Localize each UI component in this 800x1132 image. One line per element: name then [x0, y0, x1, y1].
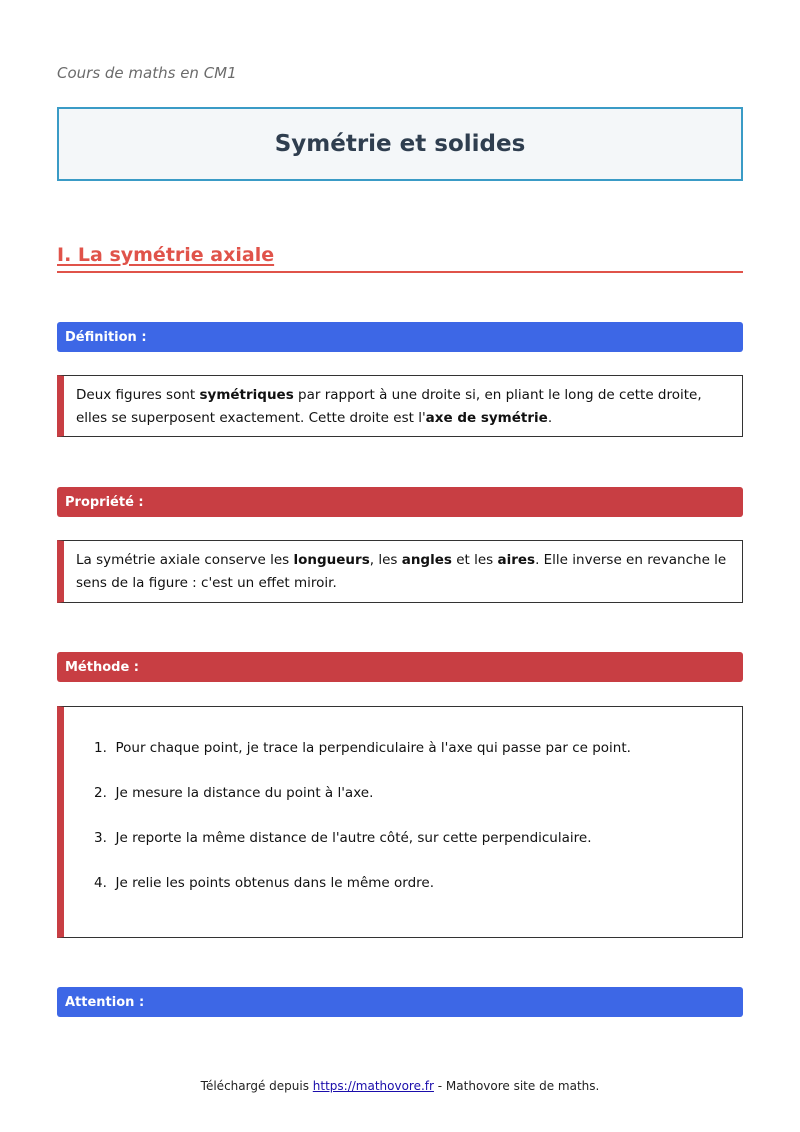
property-text-1: La symétrie axiale conserve les [76, 552, 294, 568]
method-box [57, 706, 743, 938]
section-heading-text: I. La symétrie axiale [57, 244, 275, 266]
method-step [94, 827, 728, 872]
step-text: Pour chaque point, je trace la perpendiculaire à l'axe qui passe par ce point. [115, 740, 631, 756]
definition-box [57, 375, 743, 437]
property-bar [57, 487, 743, 517]
method-step [94, 782, 728, 827]
property-term-angles: angles [401, 552, 452, 568]
definition-text-1: Deux figures sont [76, 387, 200, 403]
property-text-2: , les [369, 552, 402, 568]
definition-text-2: par rapport à une droite si, en pliant le long de cette droite, elles se superposent exactement. Cette droite est l' [76, 387, 702, 426]
property-label: Propriété : [65, 494, 144, 510]
section-heading [57, 244, 743, 273]
course-label: Cours de maths en CM1 [57, 64, 237, 82]
step-number: 1. [94, 740, 107, 756]
definition-text-3: . [547, 410, 553, 426]
attention-bar [57, 987, 743, 1017]
definition-bar [57, 322, 743, 352]
property-text-3: et les [451, 552, 498, 568]
property-term-longueurs: longueurs [293, 552, 370, 568]
footer-suffix: - Mathovore site de maths. [433, 1079, 600, 1093]
page-title: Symétrie et solides [274, 131, 526, 157]
property-text-4: . Elle inverse en revanche le sens de la figure : c'est un effet miroir. [76, 552, 727, 591]
step-number: 3. [94, 830, 107, 846]
definition-term-symetriques: symétriques [199, 387, 294, 403]
method-label: Méthode : [65, 659, 140, 675]
property-box [57, 540, 743, 603]
method-steps [94, 737, 728, 917]
definition-term-axe: axe de symétrie [425, 410, 548, 426]
method-bar [57, 652, 743, 682]
footer-link[interactable]: https://mathovore.fr [312, 1079, 434, 1093]
title-box [57, 107, 743, 181]
attention-label: Attention : [65, 994, 145, 1010]
step-number: 4. [94, 875, 107, 891]
step-text: Je relie les points obtenus dans le même ordre. [115, 875, 434, 891]
method-step [94, 872, 728, 917]
footer-prefix: Téléchargé depuis [200, 1079, 313, 1093]
step-text: Je mesure la distance du point à l'axe. [115, 785, 374, 801]
step-number: 2. [94, 785, 107, 801]
step-text: Je reporte la même distance de l'autre côté, sur cette perpendiculaire. [115, 830, 592, 846]
definition-label: Définition : [65, 329, 147, 345]
method-step [94, 737, 728, 782]
footer [0, 1079, 800, 1093]
property-term-aires: aires [497, 552, 536, 568]
